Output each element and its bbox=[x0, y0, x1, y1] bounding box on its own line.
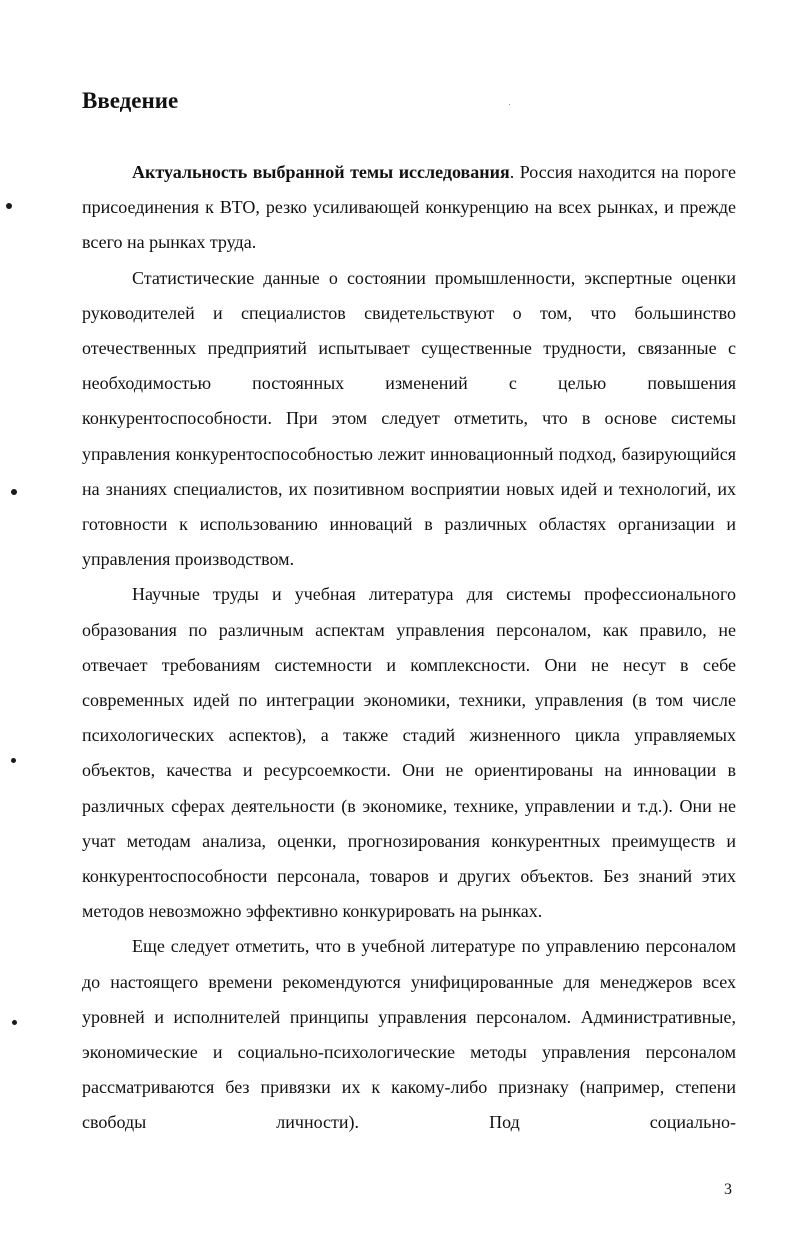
page-number: 3 bbox=[724, 1181, 732, 1198]
binder-hole-mark bbox=[11, 758, 16, 763]
paragraph-methods: Еще следует отметить, что в учебной литературе по управлению персоналом до настоящего времени рекомендуются унифицированные для менеджеров всех уровней и исполнителей принципы управления персоналом. Административные, экономические и социально-психологические методы управления персоналом рассматриваются без привязки их к какому-либо признаку (например, степени свободы личности). Под социально- bbox=[82, 936, 736, 1133]
paragraph-statistics: Статистические данные о состоянии промышленности, экспертные оценки руководителей и специалистов свидетельствуют о том, что большинство отечественных предприятий испытывает существенные трудности, связанные с необходимостью постоянных изменений с целью повышения конкурентоспособности. При этом следует отметить, что в основе системы управления конкурентоспособностью лежит инновационный подход, базирующийся на знаниях специалистов, их позитивном восприятии новых идей и технологий, их готовности к использованию инноваций в различных областях организации и управления производством. bbox=[82, 267, 736, 570]
body-text bbox=[82, 155, 736, 1141]
section-title: Введение bbox=[82, 88, 179, 113]
binder-hole-mark bbox=[11, 489, 17, 495]
paragraph-relevance bbox=[82, 155, 736, 261]
scan-speck bbox=[509, 104, 510, 105]
paragraph-lead-bold: Актуальность выбранной темы исследования bbox=[132, 162, 510, 182]
paragraph-literature: Научные труды и учебная литература для системы профессионального образования по различным аспектам управления персоналом, как правило, не отвечает требованиям системности и комплексности. Они не несут в себе современных идей по интеграции экономики, техники, управления (в том числе психологических аспектов), а также стадий жизненного цикла управляемых объектов, качества и ресурсоемкости. Они не ориентированы на инновации в различных сферах деятельности (в экономике, технике, управлении и т.д.). Они не учат методам анализа, оценки, прогнозирования конкурентных преимуществ и конкурентоспособности персонала, товаров и других объектов. Без знаний этих методов невозможно эффективно конкурировать на рынках. bbox=[82, 584, 736, 922]
binder-hole-mark bbox=[6, 203, 12, 209]
paragraph-text: . Россия находится на пороге присоединения к ВТО, резко усиливающей конкуренцию на всех рынках, и прежде всего на рынках труда. bbox=[82, 162, 736, 253]
binder-hole-mark bbox=[12, 1020, 17, 1025]
